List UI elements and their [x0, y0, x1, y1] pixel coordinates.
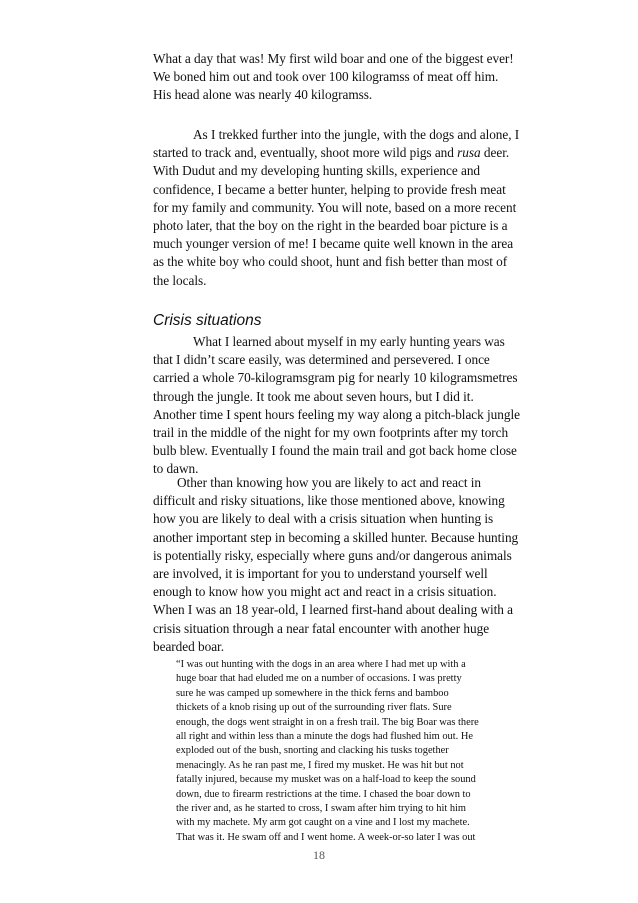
paragraph-jungle-trek: [153, 126, 533, 290]
text-line: bearded boar.: [153, 638, 224, 654]
text-line: carried a whole 70-kilogramsgram pig for nearly 10 kilogramsmetres: [153, 370, 518, 386]
quote-line: menacingly. As he ran past me, I fired my musket. He was hit but not: [176, 759, 464, 771]
text-line: the locals.: [153, 272, 207, 288]
section-heading: Crisis situations: [153, 312, 262, 329]
text-line: What a day that was! My first wild boar and one of the biggest ever!: [153, 51, 514, 66]
paragraph-crisis-situation: [153, 474, 533, 656]
text-line: enough to know how you might act and react in a crisis situation.: [153, 584, 497, 600]
text-line: [153, 144, 533, 162]
text-line: His head alone was nearly 40 kilogramss.: [153, 87, 373, 103]
quote-line: fatally injured, because my musket was on a half-load to keep the sound: [176, 774, 476, 786]
text-line: Another time I spent hours feeling my way along a pitch-black jungle: [153, 406, 520, 422]
text-line: as the white boy who could shoot, hunt and fish better than most of: [153, 254, 508, 270]
paragraph-boar-day: [153, 50, 533, 105]
text-line: Other than knowing how you are likely to act and react in: [177, 475, 481, 490]
text-line: through the jungle. It took me about seven hours, but I did it.: [153, 388, 474, 404]
quote-line: all right and within less than a minute the dogs had flushed him out. He: [176, 731, 473, 743]
text-line: With Dudut and my developing hunting skills, experience and: [153, 163, 481, 179]
text-line: photo later, that the boy on the right in the bearded boar picture is a: [153, 218, 508, 234]
text-line: is potentially risky, especially where guns and/or dangerous animals: [153, 547, 512, 563]
text-line: What I learned about myself in my early hunting years was: [193, 334, 505, 349]
text-line: are involved, it is important for you to understand yourself well: [153, 566, 488, 582]
quote-line: sure he was camped up somewhere in the thick ferns and bamboo: [176, 687, 449, 699]
text-line: that I didn’t scare easily, was determined and persevered. I once: [153, 352, 490, 368]
block-quote: [176, 658, 516, 845]
text-line: bulb blew. Eventually I found the main trail and got back home close: [153, 443, 517, 459]
text-line: trail in the middle of the night for my own footprints after my torch: [153, 425, 509, 441]
quote-line: the river and, as he started to cross, I swam after him trying to hit him: [176, 803, 466, 815]
italic-term: rusa: [457, 145, 481, 161]
text-line: for my family and community. You will note, based on a more recent: [153, 199, 517, 215]
quote-line: down, due to firearm restrictions at the time. I chased the boar down to: [176, 788, 471, 800]
text-segment: started to track and, eventually, shoot more wild pigs and: [153, 145, 458, 161]
page-number: 18: [313, 848, 325, 862]
quote-line: exploded out of the bush, snorting and clacking his tusks together: [176, 745, 449, 757]
text-line: We boned him out and took over 100 kilogramss of meat off him.: [153, 69, 499, 85]
text-line: how you are likely to deal with a crisis situation when hunting is: [153, 511, 494, 527]
quote-line: huge boar that had eluded me on a number of occasions. I was pretty: [176, 673, 462, 685]
quote-line: That was it. He swam off and I went home. A week-or-so later I was out: [176, 831, 476, 843]
text-segment: deer.: [480, 145, 510, 161]
text-line: As I trekked further into the jungle, with the dogs and alone, I: [193, 127, 520, 142]
text-line: difficult and risky situations, like those mentioned above, knowing: [153, 493, 505, 509]
quote-line: thickets of a knob rising up out of the surrounding river flats. Sure: [176, 702, 452, 714]
quote-line: enough, the dogs went straight in on a fresh trail. The big Boar was there: [176, 716, 479, 728]
quote-line: with my machete. My arm got caught on a vine and I lost my machete.: [176, 817, 470, 829]
paragraph-early-hunting: [153, 333, 533, 479]
text-line: another important step in becoming a skilled hunter. Because hunting: [153, 529, 519, 545]
text-line: crisis situation through a near fatal encounter with another huge: [153, 620, 490, 636]
text-line: confidence, I became a better hunter, helping to provide fresh meat: [153, 181, 506, 197]
text-line: When I was an 18 year-old, I learned first-hand about dealing with a: [153, 602, 514, 618]
text-line: much younger version of me! I became quite well known in the area: [153, 236, 514, 252]
text-line: to dawn.: [153, 461, 199, 477]
quote-line: “I was out hunting with the dogs in an area where I had met up with a: [176, 659, 466, 670]
